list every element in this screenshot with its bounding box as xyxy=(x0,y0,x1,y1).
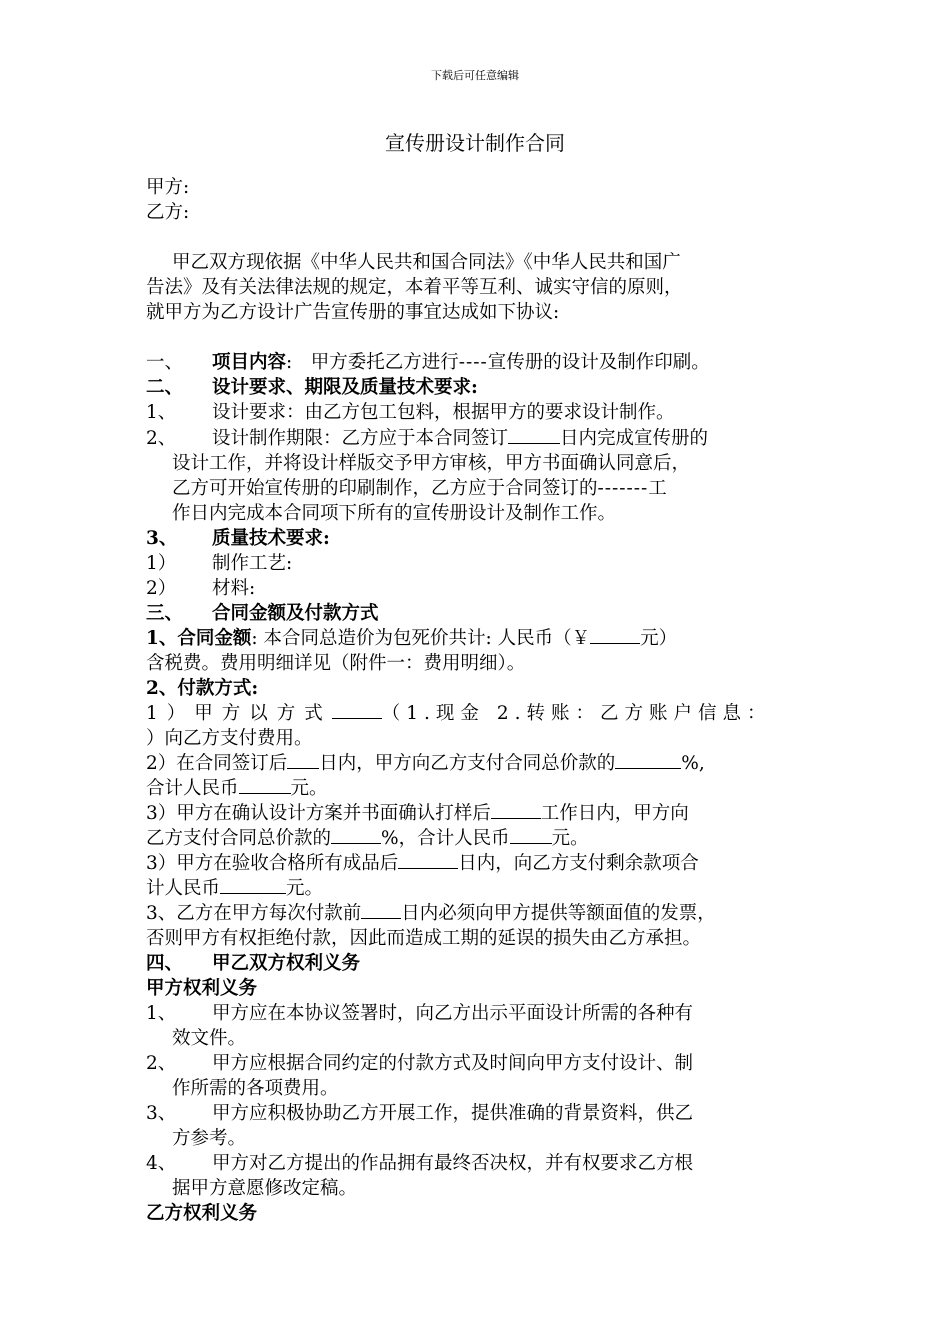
item-text: 元。 xyxy=(290,778,328,799)
blank-line xyxy=(220,876,286,894)
item-number: 2） xyxy=(146,578,177,599)
payment-4 xyxy=(146,851,699,876)
party-a-item-3 xyxy=(146,1101,693,1126)
section-4 xyxy=(146,951,360,976)
blank-line xyxy=(332,701,382,719)
payment-5 xyxy=(146,901,716,926)
item-text: 日内必须向甲方提供等额面值的发票， xyxy=(401,903,716,924)
blank-line xyxy=(615,751,681,769)
item-text: 日内，向乙方支付剩余款项合 xyxy=(458,853,699,874)
payment-1 xyxy=(146,701,771,726)
item-number: 1） xyxy=(146,553,177,574)
payment-2 xyxy=(146,751,705,776)
item-text: 甲方应根据合同约定的付款方式及时间向甲方支付设计、制 xyxy=(212,1053,694,1074)
item-text: : 本合同总造价为包死价共计: 人民币（￥ xyxy=(251,628,591,649)
payment-1-line-2: ）向乙方支付费用。 xyxy=(146,728,313,749)
intro-line-2: 告法》及有关法律法规的规定，本着平等互利、诚实守信的原则， xyxy=(146,277,683,298)
section-text: 宣传册的设计及制作印刷。 xyxy=(487,352,710,373)
section-number: 四、 xyxy=(146,953,184,974)
item-text: 乙方支付合同总价款的 xyxy=(146,828,332,849)
item-text: 3）甲方在确认设计方案并书面确认打样后 xyxy=(146,803,491,824)
item-number: 1、 xyxy=(146,402,177,423)
party-a-item-1-line-2: 效文件。 xyxy=(172,1028,247,1049)
item-text: 工作日内，甲方向 xyxy=(540,803,689,824)
item-2-2-line-2: 设计工作，并将设计样版交予甲方审核，甲方书面确认同意后， xyxy=(172,453,691,474)
section-heading: 甲乙双方权利义务 xyxy=(212,953,361,974)
section-heading: 合同金额及付款方式 xyxy=(212,603,379,624)
item-text: 工 xyxy=(648,478,667,499)
item-text: 甲方应在本协议签署时，向乙方出示平面设计所需的各种有 xyxy=(212,1003,694,1024)
item-2-3-1 xyxy=(146,551,292,576)
item-2-3 xyxy=(146,526,330,551)
section-heading: 项目内容 xyxy=(212,352,287,373)
blank-line xyxy=(590,626,640,644)
blank-dashes: ------- xyxy=(597,478,649,499)
section-3 xyxy=(146,601,379,626)
section-1 xyxy=(146,350,710,375)
item-2-2 xyxy=(146,426,708,451)
blank-line xyxy=(287,751,319,769)
payment-3-line-2 xyxy=(146,826,589,851)
party-a-item-2-line-2: 作所需的各项费用。 xyxy=(172,1078,339,1099)
blank-line xyxy=(510,826,552,844)
item-text: %, xyxy=(681,753,705,774)
item-text: 计人民币 xyxy=(146,878,221,899)
item-2-3-2 xyxy=(146,576,255,601)
intro-line-3: 就甲方为乙方设计广告宣传册的事宜达成如下协议: xyxy=(146,302,560,323)
item-text: 乙方可开始宣传册的印刷制作，乙方应于合同签订的 xyxy=(172,478,598,499)
item-2-2-line-3 xyxy=(172,476,667,501)
item-text: 元。 xyxy=(551,828,589,849)
item-text: 甲方应积极协助乙方开展工作，提供准确的背景资料，供乙 xyxy=(212,1103,694,1124)
item-number: 3、 xyxy=(146,528,178,549)
item-2-1 xyxy=(146,400,675,425)
section-number: 三、 xyxy=(146,603,184,624)
party-a-item-4 xyxy=(146,1151,693,1176)
party-a-item-2 xyxy=(146,1051,693,1076)
item-text: %，合计人民币 xyxy=(381,828,510,849)
blank-line xyxy=(508,426,560,444)
blank-line xyxy=(239,776,291,794)
item-text: 日内，甲方向乙方支付合同总价款的 xyxy=(319,753,616,774)
blank-line xyxy=(331,826,381,844)
item-text: 合计人民币 xyxy=(146,778,239,799)
intro-line-1: 甲乙双方现依据《中华人民共和国合同法》《中华人民共和国广 xyxy=(172,252,681,273)
item-number: 1、 xyxy=(146,1003,177,1024)
section-text: : 甲方委托乙方进行 xyxy=(286,352,459,373)
item-text: （1.现金 2.转账：乙方账户信息： xyxy=(381,703,772,724)
item-text: 元） xyxy=(640,628,678,649)
item-2-2-line-4: 作日内完成本合同项下所有的宣传册设计及制作工作。 xyxy=(172,503,617,524)
item-3-1-line-2: 含税费。费用明细详见（附件一：费用明细）。 xyxy=(146,653,526,674)
item-number: 2、 xyxy=(146,428,177,449)
item-text: 1）甲方以方式 xyxy=(146,703,332,724)
payment-4-line-2 xyxy=(146,876,323,901)
section-number: 二、 xyxy=(146,377,184,398)
payment-2-line-2 xyxy=(146,776,328,801)
section-number: 一、 xyxy=(146,352,184,373)
payment-5-line-2: 否则甲方有权拒绝付款，因此而造成工期的延误的损失由乙方承担。 xyxy=(146,928,702,949)
party-b-label: 乙方: xyxy=(146,202,190,223)
item-text: 2）在合同签订后 xyxy=(146,753,288,774)
party-a-rights-heading: 甲方权利义务 xyxy=(146,978,258,999)
item-text: 元。 xyxy=(286,878,324,899)
item-number: 3、 xyxy=(146,1103,177,1124)
item-text: 设计要求：由乙方包工包料，根据甲方的要求设计制作。 xyxy=(212,402,675,423)
item-text: 3）甲方在验收合格所有成品后 xyxy=(146,853,399,874)
blank-line xyxy=(398,851,458,869)
item-text: 设计制作期限：乙方应于本合同签订 xyxy=(212,428,509,449)
party-b-rights-heading: 乙方权利义务 xyxy=(146,1203,258,1224)
blank-line xyxy=(491,801,541,819)
item-text: 甲方对乙方提出的作品拥有最终否决权，并有权要求乙方根 xyxy=(212,1153,694,1174)
item-number: 2、 xyxy=(146,1053,177,1074)
party-a-label: 甲方: xyxy=(146,177,190,198)
item-heading: 1、合同金额 xyxy=(146,628,252,649)
item-text: 3、乙方在甲方每次付款前 xyxy=(146,903,362,924)
party-a-item-3-line-2: 方参考。 xyxy=(172,1128,247,1149)
blank-line xyxy=(361,901,401,919)
payment-3 xyxy=(146,801,689,826)
section-heading: 设计要求、期限及质量技术要求: xyxy=(212,377,478,398)
header-note: 下载后可任意编辑 xyxy=(431,69,519,82)
item-text: 制作工艺: xyxy=(212,553,293,574)
section-2 xyxy=(146,375,478,400)
item-number: 4、 xyxy=(146,1153,177,1174)
item-3-2-heading: 2、付款方式: xyxy=(146,678,259,699)
item-text: 材料: xyxy=(212,578,256,599)
party-a-item-1 xyxy=(146,1001,693,1026)
item-heading: 质量技术要求: xyxy=(212,528,330,549)
item-3-1 xyxy=(146,626,677,651)
item-text: 日内完成宣传册的 xyxy=(560,428,709,449)
document-title: 宣传册设计制作合同 xyxy=(385,131,565,155)
party-a-item-4-line-2: 据甲方意愿修改定稿。 xyxy=(172,1178,358,1199)
blank-dashes: ---- xyxy=(458,352,488,373)
